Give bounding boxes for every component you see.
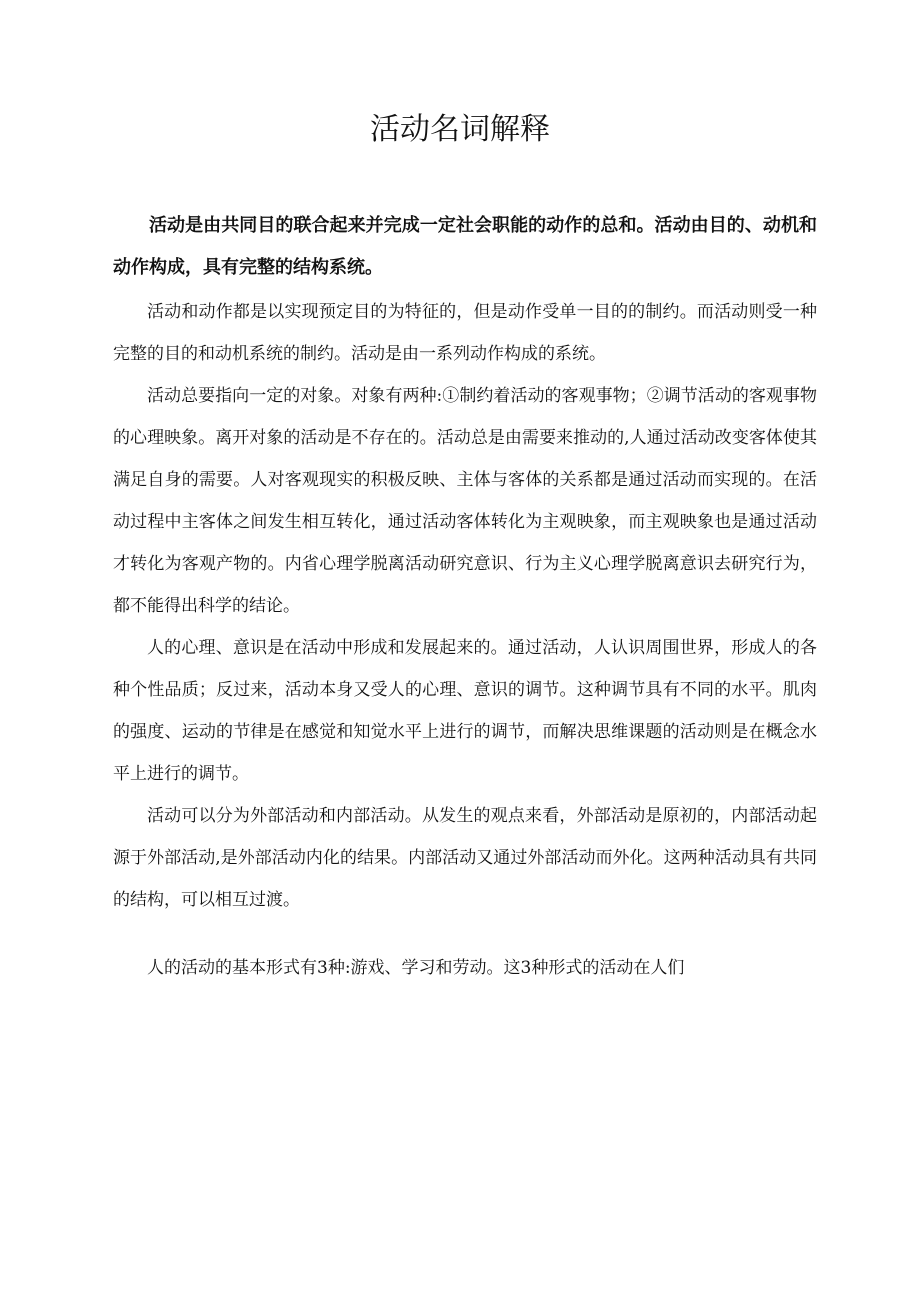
document-body <box>113 205 817 989</box>
document-title: 活动名词解释 <box>370 112 550 147</box>
paragraph-activity-vs-action: 活动和动作都是以实现预定目的为特征的，但是动作受单一目的的制约。而活动则受一种完整的目的和动机系统的制约。活动是由一系列动作构成的系统。 <box>113 302 817 364</box>
paragraph-basic-forms: 人的活动的基本形式有3种:游戏、学习和劳动。这3种形式的活动在人们 <box>147 958 685 978</box>
paragraph-definition: 活动是由共同目的联合起来并完成一定社会职能的动作的总和。活动由目的、动机和动作构成，具有完整的结构系统。 <box>113 215 817 278</box>
paragraph-external-internal: 活动可以分为外部活动和内部活动。从发生的观点来看，外部活动是原初的，内部活动起源于外部活动,是外部活动内化的结果。内部活动又通过外部活动而外化。这两种活动具有共同的结构，可以相互过渡。 <box>113 806 817 910</box>
paragraph-activity-object: 活动总要指向一定的对象。对象有两种:①制约着活动的客观事物；②调节活动的客观事物的心理映象。离开对象的活动是不存在的。活动总是由需要来推动的,人通过活动改变客体使其满足自身的需要。人对客观现实的积极反映、主体与客体的关系都是通过活动而实现的。在活动过程中主客体之间发生相互转化，通过活动客体转化为主观映象，而主观映象也是通过活动才转化为客观产物的。内省心理学脱离活动研究意识、行为主义心理学脱离意识去研究行为，都不能得出科学的结论。 <box>113 386 817 616</box>
paragraph-mind-and-activity: 人的心理、意识是在活动中形成和发展起来的。通过活动，人认识周围世界，形成人的各种个性品质；反过来，活动本身又受人的心理、意识的调节。这种调节具有不同的水平。肌肉的强度、运动的节律是在感觉和知觉水平上进行的调节，而解决思维课题的活动则是在概念水平上进行的调节。 <box>113 638 817 784</box>
